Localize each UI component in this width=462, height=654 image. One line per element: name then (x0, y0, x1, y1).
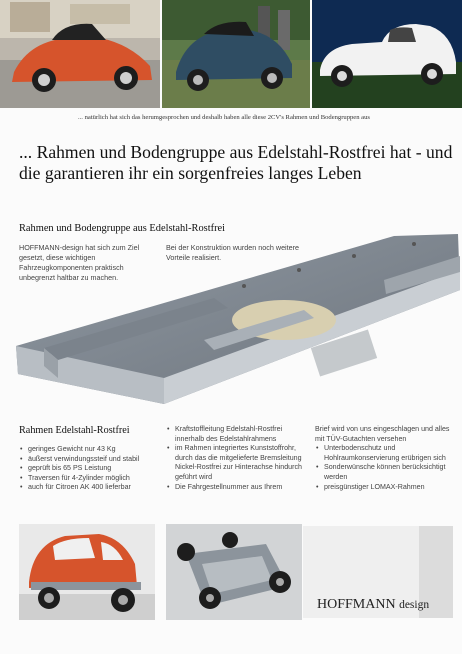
feature-item: • auch für Citroen AK 400 lieferbar (19, 483, 159, 493)
features-column-2 (166, 425, 306, 492)
photo-white-2cv (312, 0, 462, 108)
chassis-frame-illustration (14, 228, 462, 418)
brand-logo (317, 597, 429, 613)
feature-item: • Traversen für 4-Zylinder möglich (19, 474, 159, 484)
feature-text: Brief wird von uns eingeschlagen und alles mit TÜV-Gutachten versehen (315, 425, 450, 443)
feature-item: • geprüft bis 65 PS Leistung (19, 464, 159, 474)
feature-item: • Die Fahrgestellnummer aus Ihrem (166, 483, 306, 493)
headline: ... Rahmen und Bodengruppe aus Edelstahl-Rostfrei hat - und die garantieren ihr ein sorgenfreies langes Leben (19, 142, 453, 183)
intro-right-text: Bei der Konstruktion wurden noch weitere Vorteile realisiert. (166, 243, 300, 262)
intro-left-text: HOFFMANN-design hat sich zum Ziel gesetzt, diese wichtigen Fahrzeugkomponenten praktisch unbegrenzt haltbar zu machen. (19, 243, 140, 282)
photo-blue-2cv (162, 0, 310, 108)
brand-block (303, 526, 453, 618)
photo-2cv-on-chassis (19, 524, 155, 620)
feature-item: • geringes Gewicht nur 43 Kg (19, 445, 159, 455)
feature-item: • Unterbodenschutz und Hohlraumkonservierung erübrigen sich (315, 444, 455, 463)
photo-orange-2cv (0, 0, 160, 108)
feature-item: • äußerst verwindungssteif und stabil (19, 455, 159, 465)
feature-item: • Sonderwünsche können berücksichtigt werden (315, 463, 455, 482)
feature-item: • Kraftstoffleitung Edelstahl-Rostfrei innerhalb des Edelstahlrahmens (166, 425, 306, 444)
features-column-3 (315, 425, 455, 492)
subheading: Rahmen und Bodengruppe aus Edelstahl-Rostfrei (19, 223, 226, 234)
brand-suffix: design (399, 599, 430, 611)
feature-item: • preisgünstiger LOMAX-Rahmen (315, 483, 455, 493)
section-title: Rahmen Edelstahl-Rostfrei (19, 425, 130, 436)
top-caption: ... natürlich hat sich das herumgesprochen und deshalb haben alle diese 2CV's Rahmen und Bodengruppen aus (78, 114, 370, 121)
features-column-1 (19, 445, 159, 493)
brand-name: HOFFMANN (317, 597, 396, 612)
photo-rolling-chassis (166, 524, 302, 620)
feature-item: • im Rahmen integriertes Kunststoffrohr, durch das die mitgelieferte Bremsleitung Nickel-Rostfrei zur Hinterachse hindurch geführt wird (166, 444, 306, 482)
